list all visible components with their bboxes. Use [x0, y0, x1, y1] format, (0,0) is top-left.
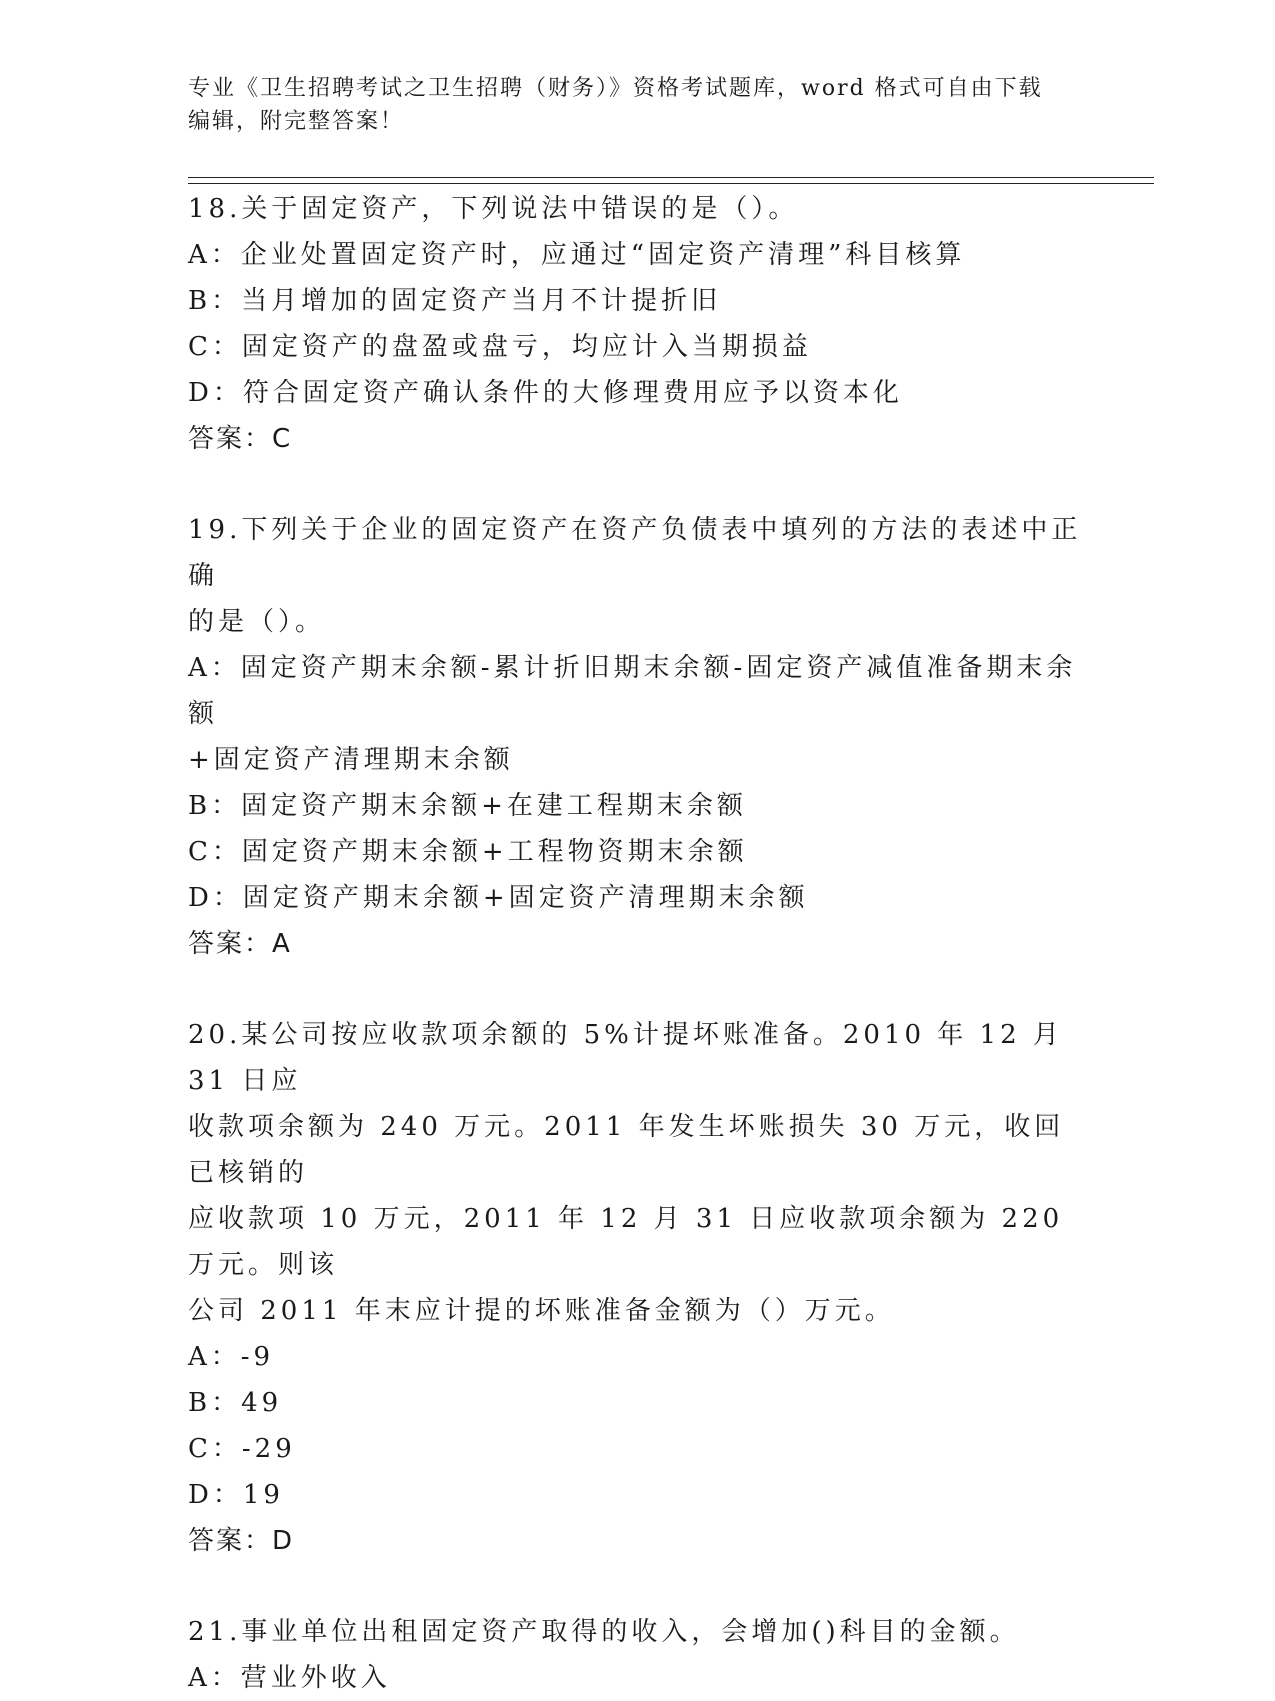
question-stem-cont: 的是（）。 — [188, 607, 326, 637]
document-header — [188, 72, 1088, 138]
question-21 — [188, 1609, 1088, 1701]
option-b: B：当月增加的固定资产当月不计提折旧 — [188, 286, 722, 316]
option-a-cont: +固定资产清理期末余额 — [188, 745, 514, 775]
question-list — [188, 186, 1088, 1701]
question-stem: 19.下列关于企业的固定资产在资产负债表中填列的方法的表述中正确 — [188, 515, 1082, 591]
answer-line: 答案：A — [188, 929, 292, 959]
option-c: C：固定资产期末余额+工程物资期末余额 — [188, 837, 748, 867]
option-b: B：固定资产期末余额+在建工程期末余额 — [188, 791, 747, 821]
answer-line: 答案：C — [188, 424, 293, 454]
question-18 — [188, 186, 1088, 462]
question-stem-cont: 公司 2011 年末应计提的坏账准备金额为（）万元。 — [188, 1296, 895, 1326]
option-a: A：营业外收入 — [188, 1663, 391, 1693]
option-a: A：企业处置固定资产时，应通过“固定资产清理”科目核算 — [188, 240, 966, 270]
option-d: D：固定资产期末余额+固定资产清理期末余额 — [188, 883, 809, 913]
option-c: C：-29 — [188, 1434, 296, 1464]
option-a: A：固定资产期末余额-累计折旧期末余额-固定资产减值准备期末余额 — [188, 653, 1077, 729]
question-stem: 18.关于固定资产，下列说法中错误的是（）。 — [188, 194, 799, 224]
question-stem: 21.事业单位出租固定资产取得的收入，会增加()科目的金额。 — [188, 1617, 1020, 1647]
header-line-2: 编辑，附完整答案！ — [188, 109, 405, 134]
header-line-1: 专业《卫生招聘考试之卫生招聘（财务）》资格考试题库，word 格式可自由下载 — [188, 76, 1043, 101]
question-stem-cont: 收款项余额为 240 万元。2011 年发生坏账损失 30 万元，收回已核销的 — [188, 1112, 1065, 1188]
header-rule-bottom — [188, 183, 1154, 184]
question-19 — [188, 507, 1088, 967]
option-c: C：固定资产的盘盈或盘亏，均应计入当期损益 — [188, 332, 812, 362]
option-b: B：49 — [188, 1388, 283, 1418]
option-d: D：19 — [188, 1480, 284, 1510]
answer-line: 答案：D — [188, 1526, 295, 1556]
option-a: A：-9 — [188, 1342, 275, 1372]
header-rule-top — [188, 177, 1154, 178]
question-stem: 20.某公司按应收款项余额的 5%计提坏账准备。2010 年 12 月 31 日应 — [188, 1020, 1076, 1096]
question-stem-cont: 应收款项 10 万元，2011 年 12 月 31 日应收款项余额为 220 万元。则该 — [188, 1204, 1076, 1280]
option-d: D：符合固定资产确认条件的大修理费用应予以资本化 — [188, 378, 903, 408]
question-20 — [188, 1012, 1088, 1564]
